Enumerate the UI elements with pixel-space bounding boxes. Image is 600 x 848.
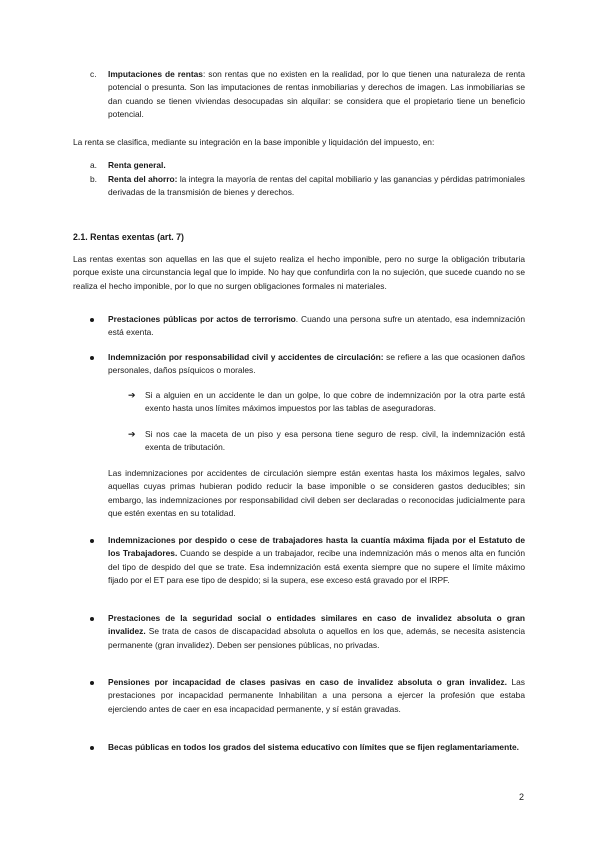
- circulation-note: Las indemnizaciones por accidentes de circulación siempre están exentas hasta los máximos legales, salvo aquellas cuyas primas hubieran podido reducir la base imponible o se consideren gastos deducibles; sin embargo, las indemnizaciones por responsabilidad civil deben ser declaradas o reconocidas judicialmente para que estén exentas en su totalidad.: [108, 468, 525, 518]
- list-item-c-title: Imputaciones de rentas: [108, 69, 203, 79]
- bullet-text: se refiere a las que ocasionen daños personales, daños psíquicos o morales.: [108, 352, 525, 376]
- sub-item-accident: Si a alguien en un accidente le dan un golpe, lo que cobre de indemnización por la otra parte está exento hasta unos límites máximos impuestos por las tablas de aseguradoras.: [145, 390, 525, 414]
- bullet-title: Indemnizaciones por despido o cese de trabajadores hasta la cuantía máxima fijada por el Estatuto de los Trabajadores.: [108, 535, 525, 559]
- list-item-b-title: Renta del ahorro:: [108, 174, 178, 184]
- list-item-c-text: : son rentas que no existen en la realidad, por lo que tienen una naturaleza de renta potencial o presunta. Son las imputaciones de rentas inmobiliarias y derechos de imagen. Las inmobiliarias se dan cuando se tienen viviendas desocupadas sin alquilar: se considera que el propietario tiene un beneficio potencial.: [108, 69, 525, 119]
- bullet-dot: [90, 356, 94, 360]
- bullet-text: Cuando se despide a un trabajador, recibe una indemnización más o menos alta en función del tipo de despido del que se trate. Esa indemnización está exenta siempre que no supere el límite máximo fijado por el ET para ese tipo de despido; si la supera, ese exceso está gravado por el IRPF.: [108, 548, 526, 585]
- bullet-title: Pensiones por incapacidad de clases pasivas en caso de invalidez absoluta o gran invalidez.: [108, 677, 507, 687]
- bullet-text: Se trata de casos de discapacidad absoluta o aquellos en los que, además, se necesita asistencia permanente (gran invalidez). Deben ser pensiones públicas, no privadas.: [108, 626, 525, 650]
- bullet-item-scholarships: [108, 741, 525, 754]
- bullet-title: Becas públicas en todos los grados del sistema educativo con límites que se fijen reglamentariamente.: [108, 742, 519, 752]
- bullet-title: Prestaciones de la seguridad social o entidades similares en caso de invalidez absoluta o gran invalidez.: [108, 613, 525, 637]
- bullet-dot: [90, 681, 94, 685]
- bullet-item-civil-liability: [108, 351, 525, 378]
- bullet-text: . Cuando una persona sufre un atentado, esa indemnización está exenta.: [108, 314, 525, 338]
- bullet-item-terrorism: [108, 313, 525, 340]
- list-item-b-text: la integra la mayoría de rentas del capital mobiliario y las ganancias y pérdidas patrimoniales derivadas de la transmisión de bienes y derechos.: [108, 174, 525, 198]
- list-item-a: [108, 159, 525, 172]
- list-marker-c: c.: [90, 69, 97, 79]
- bullet-text: Las prestaciones por incapacidad permanente Inhabilitan a una persona a ejercer la profesión que estaba ejerciendo antes de caer en esa incapacidad permanente, y sí están gravadas.: [108, 677, 525, 714]
- bullet-item-dismissal: [108, 534, 525, 587]
- sub-item-flowerpot: Si nos cae la maceta de un piso y esa persona tiene seguro de resp. civil, la indemnización está exenta de tributación.: [145, 429, 525, 453]
- bullet-item-passive-classes: [108, 676, 525, 716]
- bullet-dot: [90, 617, 94, 621]
- list-item-c: [108, 68, 525, 121]
- bullet-dot: [90, 746, 94, 750]
- bullet-dot: [90, 539, 94, 543]
- list-item-a-title: Renta general.: [108, 160, 166, 170]
- bullet-dot: [90, 318, 94, 322]
- arrow-icon: ➔: [128, 390, 136, 400]
- section-heading: 2.1. Rentas exentas (art. 7): [73, 232, 184, 242]
- list-marker-b: b.: [90, 174, 97, 184]
- list-item-b: [108, 173, 525, 200]
- bullet-title: Prestaciones públicas por actos de terrorismo: [108, 314, 296, 324]
- page-number: 2: [518, 792, 524, 802]
- bullet-item-social-security: [108, 612, 525, 652]
- list-marker-a: a.: [90, 160, 97, 170]
- section-paragraph: Las rentas exentas son aquellas en las que el sujeto realiza el hecho imponible, pero no surge la obligación tributaria porque existe una circunstancia legal que lo impide. No hay que confundirla con la no sujeción, que sucede cuando no se realiza el hecho imponible, por lo que no surgen obligaciones formales ni materiales.: [73, 254, 525, 291]
- arrow-icon: ➔: [128, 429, 136, 439]
- bullet-title: Indemnización por responsabilidad civil y accidentes de circulación:: [108, 352, 384, 362]
- classification-intro: La renta se clasifica, mediante su integración en la base imponible y liquidación del impuesto, en:: [73, 137, 435, 147]
